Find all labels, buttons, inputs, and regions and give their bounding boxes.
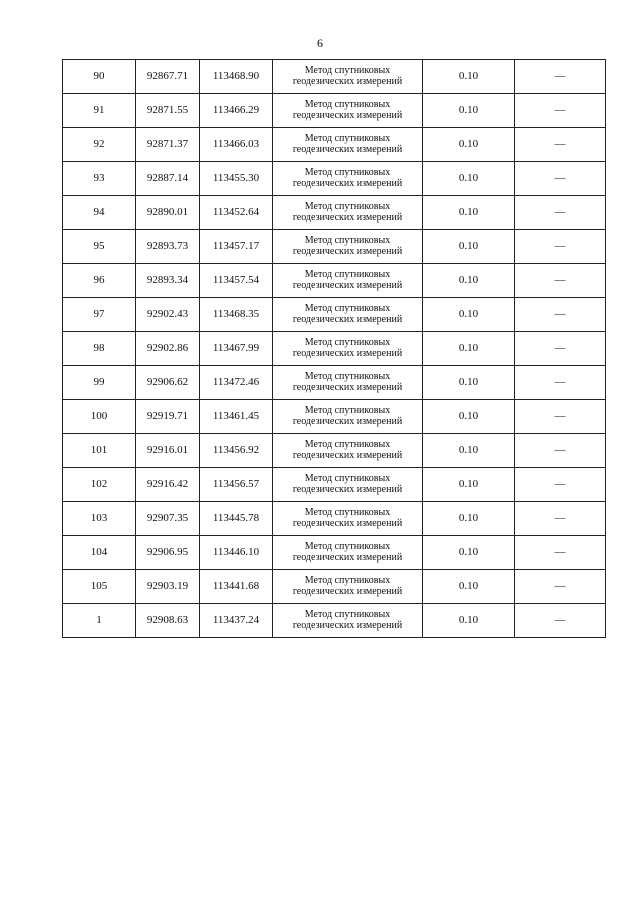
point-number-cell: 1 — [63, 604, 136, 638]
method-line-2: геодезических измерений — [292, 347, 403, 359]
point-number-cell: 93 — [63, 162, 136, 196]
method-line-1: Метод спутниковых — [304, 541, 391, 552]
note-cell: — — [515, 332, 606, 366]
point-number-cell: 96 — [63, 264, 136, 298]
table-row — [63, 536, 606, 570]
point-number-cell: 102 — [63, 468, 136, 502]
method-line-1: Метод спутниковых — [304, 439, 391, 450]
method-cell — [273, 536, 423, 570]
method-cell — [273, 230, 423, 264]
table-row — [63, 196, 606, 230]
y-coordinate-cell: 113461.45 — [200, 400, 273, 434]
table-row — [63, 60, 606, 94]
point-number-cell: 97 — [63, 298, 136, 332]
method-line-1: Метод спутниковых — [304, 473, 391, 484]
coordinates-table — [62, 59, 606, 638]
table-row — [63, 570, 606, 604]
method-cell — [273, 366, 423, 400]
method-cell — [273, 128, 423, 162]
note-cell: — — [515, 60, 606, 94]
note-cell: — — [515, 196, 606, 230]
point-number-cell: 95 — [63, 230, 136, 264]
table-row — [63, 230, 606, 264]
method-line-2: геодезических измерений — [292, 483, 403, 495]
y-coordinate-cell: 113441.68 — [200, 570, 273, 604]
table-row — [63, 366, 606, 400]
note-cell: — — [515, 468, 606, 502]
method-line-2: геодезических измерений — [292, 313, 403, 325]
point-number-cell: 98 — [63, 332, 136, 366]
method-line-2: геодезических измерений — [292, 381, 403, 393]
x-coordinate-cell: 92893.34 — [136, 264, 200, 298]
method-cell — [273, 502, 423, 536]
method-cell — [273, 162, 423, 196]
method-line-1: Метод спутниковых — [304, 405, 391, 416]
method-cell — [273, 264, 423, 298]
method-cell — [273, 94, 423, 128]
table-row — [63, 468, 606, 502]
method-line-1: Метод спутниковых — [304, 609, 391, 620]
method-line-1: Метод спутниковых — [304, 507, 391, 518]
point-number-cell: 104 — [63, 536, 136, 570]
accuracy-cell: 0.10 — [423, 502, 515, 536]
method-line-2: геодезических измерений — [292, 177, 403, 189]
x-coordinate-cell: 92903.19 — [136, 570, 200, 604]
point-number-cell: 94 — [63, 196, 136, 230]
table-row — [63, 400, 606, 434]
x-coordinate-cell: 92893.73 — [136, 230, 200, 264]
note-cell: — — [515, 502, 606, 536]
y-coordinate-cell: 113446.10 — [200, 536, 273, 570]
x-coordinate-cell: 92906.95 — [136, 536, 200, 570]
method-line-2: геодезических измерений — [292, 415, 403, 427]
y-coordinate-cell: 113472.46 — [200, 366, 273, 400]
method-cell — [273, 60, 423, 94]
point-number-cell: 90 — [63, 60, 136, 94]
table-row — [63, 94, 606, 128]
y-coordinate-cell: 113455.30 — [200, 162, 273, 196]
x-coordinate-cell: 92916.42 — [136, 468, 200, 502]
point-number-cell: 101 — [63, 434, 136, 468]
table-row — [63, 162, 606, 196]
method-cell — [273, 468, 423, 502]
y-coordinate-cell: 113468.90 — [200, 60, 273, 94]
note-cell: — — [515, 128, 606, 162]
method-cell — [273, 332, 423, 366]
method-line-1: Метод спутниковых — [304, 303, 391, 314]
note-cell: — — [515, 434, 606, 468]
x-coordinate-cell: 92871.55 — [136, 94, 200, 128]
point-number-cell: 103 — [63, 502, 136, 536]
y-coordinate-cell: 113457.17 — [200, 230, 273, 264]
note-cell: — — [515, 366, 606, 400]
accuracy-cell: 0.10 — [423, 468, 515, 502]
table-row — [63, 332, 606, 366]
accuracy-cell: 0.10 — [423, 94, 515, 128]
method-line-2: геодезических измерений — [292, 279, 403, 291]
x-coordinate-cell: 92887.14 — [136, 162, 200, 196]
y-coordinate-cell: 113466.29 — [200, 94, 273, 128]
x-coordinate-cell: 92919.71 — [136, 400, 200, 434]
x-coordinate-cell: 92906.62 — [136, 366, 200, 400]
method-line-2: геодезических измерений — [292, 75, 403, 87]
point-number-cell: 105 — [63, 570, 136, 604]
method-line-1: Метод спутниковых — [304, 337, 391, 348]
accuracy-cell: 0.10 — [423, 570, 515, 604]
method-line-1: Метод спутниковых — [304, 235, 391, 246]
accuracy-cell: 0.10 — [423, 60, 515, 94]
table-row — [63, 128, 606, 162]
x-coordinate-cell: 92871.37 — [136, 128, 200, 162]
method-line-2: геодезических измерений — [292, 211, 403, 223]
method-cell — [273, 604, 423, 638]
y-coordinate-cell: 113457.54 — [200, 264, 273, 298]
point-number-cell: 100 — [63, 400, 136, 434]
accuracy-cell: 0.10 — [423, 162, 515, 196]
y-coordinate-cell: 113456.57 — [200, 468, 273, 502]
accuracy-cell: 0.10 — [423, 434, 515, 468]
method-line-2: геодезических измерений — [292, 619, 403, 631]
note-cell: — — [515, 604, 606, 638]
table-row — [63, 298, 606, 332]
y-coordinate-cell: 113466.03 — [200, 128, 273, 162]
y-coordinate-cell: 113452.64 — [200, 196, 273, 230]
method-cell — [273, 570, 423, 604]
table-row — [63, 264, 606, 298]
method-cell — [273, 434, 423, 468]
accuracy-cell: 0.10 — [423, 298, 515, 332]
note-cell: — — [515, 230, 606, 264]
method-line-2: геодезических измерений — [292, 449, 403, 461]
x-coordinate-cell: 92908.63 — [136, 604, 200, 638]
method-cell — [273, 400, 423, 434]
x-coordinate-cell: 92902.86 — [136, 332, 200, 366]
accuracy-cell: 0.10 — [423, 196, 515, 230]
method-line-2: геодезических измерений — [292, 551, 403, 563]
method-line-1: Метод спутниковых — [304, 99, 391, 110]
method-line-2: геодезических измерений — [292, 109, 403, 121]
y-coordinate-cell: 113456.92 — [200, 434, 273, 468]
note-cell: — — [515, 400, 606, 434]
method-line-1: Метод спутниковых — [304, 133, 391, 144]
accuracy-cell: 0.10 — [423, 536, 515, 570]
table-row — [63, 502, 606, 536]
note-cell: — — [515, 298, 606, 332]
note-cell: — — [515, 536, 606, 570]
method-line-2: геодезических измерений — [292, 585, 403, 597]
accuracy-cell: 0.10 — [423, 366, 515, 400]
x-coordinate-cell: 92916.01 — [136, 434, 200, 468]
accuracy-cell: 0.10 — [423, 230, 515, 264]
method-line-2: геодезических измерений — [292, 517, 403, 529]
note-cell: — — [515, 94, 606, 128]
table-row — [63, 434, 606, 468]
x-coordinate-cell: 92867.71 — [136, 60, 200, 94]
accuracy-cell: 0.10 — [423, 332, 515, 366]
note-cell: — — [515, 162, 606, 196]
method-line-1: Метод спутниковых — [304, 65, 391, 76]
accuracy-cell: 0.10 — [423, 264, 515, 298]
method-line-1: Метод спутниковых — [304, 269, 391, 280]
method-cell — [273, 196, 423, 230]
y-coordinate-cell: 113467.99 — [200, 332, 273, 366]
accuracy-cell: 0.10 — [423, 400, 515, 434]
point-number-cell: 99 — [63, 366, 136, 400]
method-cell — [273, 298, 423, 332]
point-number-cell: 92 — [63, 128, 136, 162]
note-cell: — — [515, 264, 606, 298]
accuracy-cell: 0.10 — [423, 128, 515, 162]
method-line-1: Метод спутниковых — [304, 371, 391, 382]
x-coordinate-cell: 92890.01 — [136, 196, 200, 230]
accuracy-cell: 0.10 — [423, 604, 515, 638]
y-coordinate-cell: 113437.24 — [200, 604, 273, 638]
method-line-2: геодезических измерений — [292, 245, 403, 257]
y-coordinate-cell: 113468.35 — [200, 298, 273, 332]
x-coordinate-cell: 92907.35 — [136, 502, 200, 536]
method-line-1: Метод спутниковых — [304, 167, 391, 178]
y-coordinate-cell: 113445.78 — [200, 502, 273, 536]
page-number: 6 — [317, 36, 323, 50]
point-number-cell: 91 — [63, 94, 136, 128]
method-line-1: Метод спутниковых — [304, 575, 391, 586]
table-row — [63, 604, 606, 638]
method-line-2: геодезических измерений — [292, 143, 403, 155]
x-coordinate-cell: 92902.43 — [136, 298, 200, 332]
coordinates-table-body — [63, 60, 606, 638]
note-cell: — — [515, 570, 606, 604]
method-line-1: Метод спутниковых — [304, 201, 391, 212]
